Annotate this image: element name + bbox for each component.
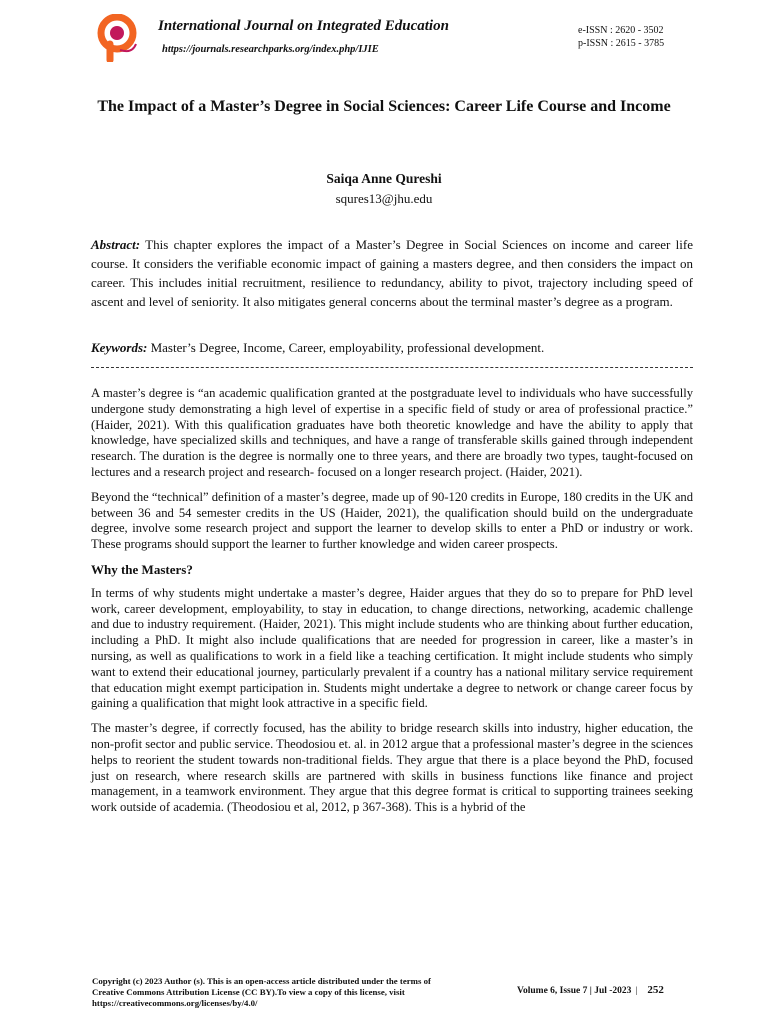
- paragraph: Beyond the “technical” definition of a master’s degree, made up of 90-120 credits in Europe, 180 credits in the UK and between 36 and 54 semester credits in the US (Haider, 2021), the qualification should build on the undergraduate degree, involve some research project and support the learner to develop skills to enter a PhD or industry or work. These programs should support the learner to further knowledge and widen career prospects.: [91, 489, 693, 552]
- paragraph: In terms of why students might undertake a master’s degree, Haider argues that they do so to prepare for PhD level work, career development, employability, to stay in education, to change directions, networking, academic challenge and due to industry requirement. (Haider, 2021). This might include students who are thinking about further education, including a PhD. It might also include qualifications that are needed for progression in career, like a master’s in nursing, as well as qualifications to work in a field like a teaching certification. It might include students who simply want to extend their educational journey, particularly prevalent if a country has a national military service requirement that education might exempt participation in. Students might undertake a degree to network or change career focus by gaining a qualification that might look attractive in a specific field.: [91, 585, 693, 711]
- body-text: [91, 386, 693, 825]
- eissn: e-ISSN : 2620 - 3502: [578, 25, 664, 36]
- paragraph: A master’s degree is “an academic qualification granted at the postgraduate level to individuals who have successfully undergone study demonstrating a high level of expertise in a specific field of study or area of professional practice.” (Haider, 2021). With this qualification graduates have both theoretic knowledge and have the ability to apply that knowledge, have specialized skills and techniques, and have a range of transferable skills gained through independent research. The duration is the degree is normally one to three years, and there are broadly two types, taught-focused on lectures and a research project and research- focused on a longer research project. (Haider, 2021).: [91, 386, 693, 479]
- paragraph: The master’s degree, if correctly focused, has the ability to bridge research skills into industry, higher education, the non-profit sector and public service. Theodosiou et. al. in 2012 argue that a professional master’s degree in the sciences helps to reorient the student towards non-traditional fields. They argue that there is a place beyond the PhD, focused just on research, where research skills are partnered with skills in business functions like finance and project management, in a teamwork environment. They argue that this degree format is critical to supporting trainees seeking work outside of academia. (Theodosiou et al, 2012, p 367-368). This is a hybrid of the: [91, 721, 693, 815]
- page-info: [517, 984, 664, 996]
- paper-title: The Impact of a Master’s Degree in Social Sciences: Career Life Course and Income: [97, 98, 671, 115]
- volume-issue: Volume 6, Issue 7 | Jul -2023: [517, 986, 632, 996]
- keywords: [91, 339, 693, 357]
- issn-block: [578, 24, 664, 50]
- footer-separator: |: [635, 986, 638, 996]
- journal-logo-icon: [96, 14, 142, 62]
- author-email[interactable]: squres13@jhu.edu: [335, 191, 433, 206]
- journal-url-link[interactable]: https://journals.researchparks.org/index.php/IJIE: [162, 44, 379, 55]
- abstract-text: This chapter explores the impact of a Master’s Degree in Social Sciences on income and career life course. It considers the verifiable economic impact of gaining a masters degree, and then considers the impact on career. This includes initial recruitment, resilience to redundancy, ability to pivot, trajectory including speed of ascent and level of seniority. It also mitigates general concerns about the terminal master’s degree as a program.: [91, 237, 693, 309]
- journal-title: International Journal on Integrated Education: [158, 18, 449, 34]
- pissn: p-ISSN : 2615 - 3785: [578, 38, 665, 49]
- author-name: Saiqa Anne Qureshi: [326, 171, 442, 186]
- page-number: 252: [647, 984, 664, 996]
- section-divider: [91, 367, 693, 368]
- section-heading: Why the Masters?: [91, 561, 193, 577]
- keywords-label: Keywords:: [91, 340, 148, 355]
- keywords-text: Master’s Degree, Income, Career, employability, professional development.: [147, 340, 545, 355]
- abstract-label: Abstract:: [91, 237, 141, 252]
- copyright-notice: Copyright (c) 2023 Author (s). This is an open-access article distributed under the terms of Creative Commons Attribution License (CC BY).To view a copy of this license, visit https://creativecommons.org/licenses/by/4.0/: [92, 976, 431, 1009]
- abstract: [91, 235, 693, 311]
